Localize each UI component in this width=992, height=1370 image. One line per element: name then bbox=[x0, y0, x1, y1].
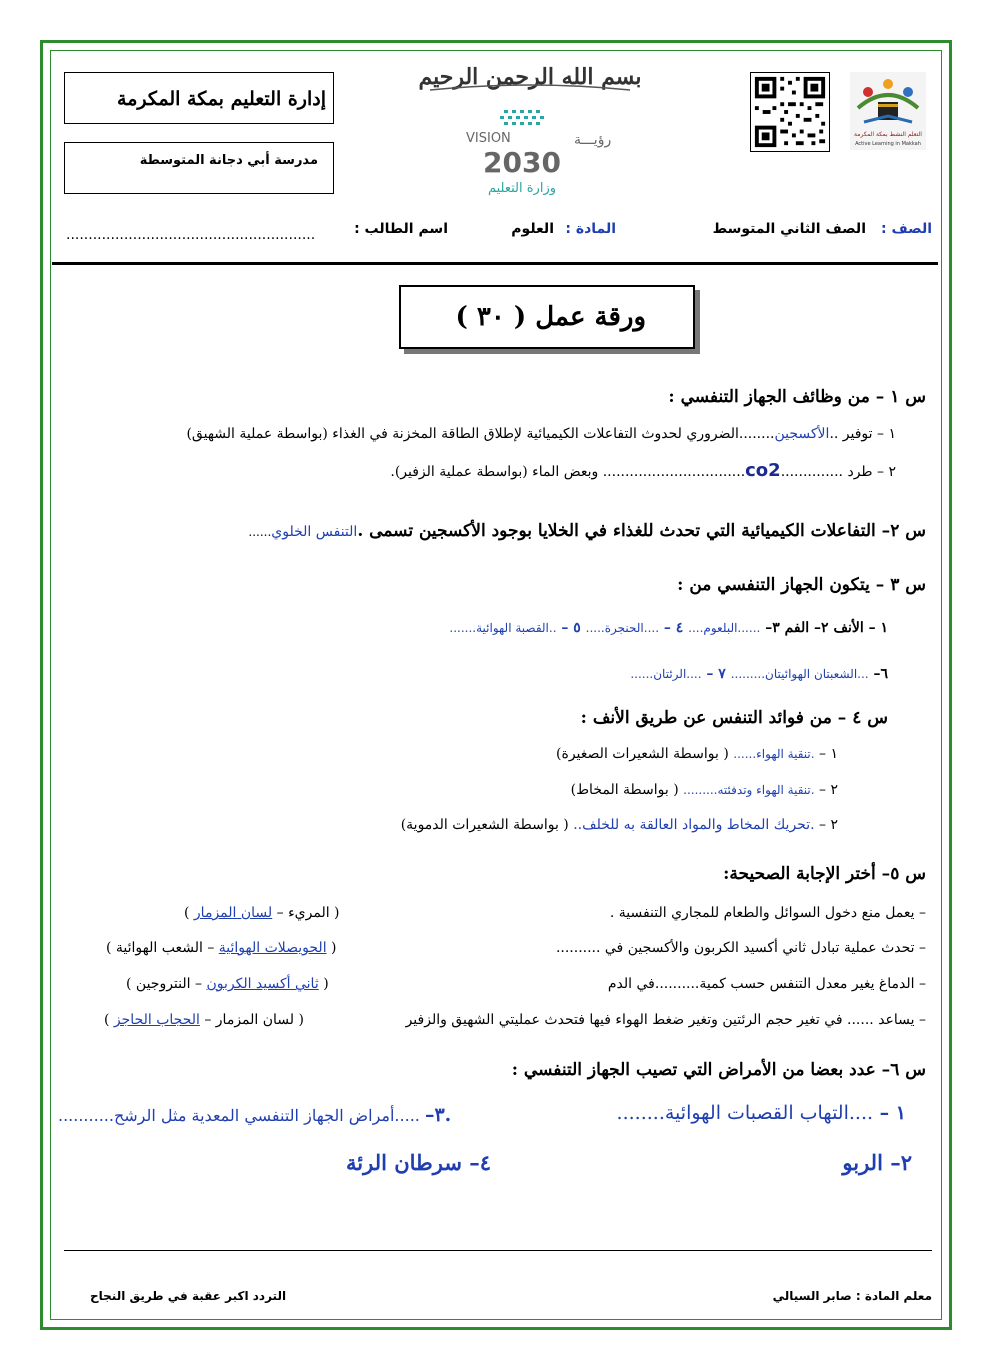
logo-caption-en: Active Learning in Makkah bbox=[855, 141, 921, 147]
q3-question: س ٣ – يتكون الجهاز التنفسي من : bbox=[677, 575, 926, 595]
q4-question: س ٤ – من فوائد التنفس عن طريق الأنف : bbox=[580, 708, 888, 728]
q1-line1 bbox=[186, 426, 896, 442]
grade-label: الصف : bbox=[881, 221, 932, 237]
q5-row3-statement: – الدماغ يغير معدل التنفس حسب كمية..........في الدم bbox=[607, 976, 926, 992]
q6-disease3 bbox=[58, 1104, 451, 1126]
q3-answer-trachea[interactable]: ..القصبة الهوائية....... bbox=[449, 621, 557, 635]
q5-r4-opt-c: ) bbox=[104, 1012, 110, 1028]
q2-question bbox=[248, 521, 926, 541]
subject-value: العلوم bbox=[511, 221, 554, 237]
q4-item1-answer[interactable]: .تنقية الهواء...... bbox=[733, 747, 815, 761]
q6-d3-num: .٣– bbox=[424, 1104, 452, 1126]
q6-d1-text[interactable]: ....التهاب القصبات الهوائية........ bbox=[616, 1102, 874, 1124]
q5-r1-opt-a[interactable]: ( المريء – bbox=[276, 905, 340, 921]
q5-r1-correct[interactable]: لسان المزمار bbox=[193, 905, 273, 921]
q4-item3-answer[interactable]: .تحريك المخاط والمواد العالقة به للخلف.. bbox=[573, 817, 815, 833]
q3-l1-a: ١ – الأنف ٢– الفم ٣– bbox=[765, 620, 888, 636]
q5-row3-options bbox=[126, 976, 329, 992]
q5-r2-opt-c[interactable]: – الشعب الهوائية ) bbox=[106, 940, 215, 956]
q5-row2-options bbox=[106, 940, 337, 956]
q4-item2-answer[interactable]: .تنقية الهواء وتدفئته......... bbox=[683, 783, 815, 797]
q5-r4-opt-a[interactable]: ( لسان المزمار – bbox=[204, 1012, 304, 1028]
basmala-calligraphy bbox=[420, 60, 640, 94]
q5-r3-opt-c[interactable]: – النتروجين ) bbox=[126, 976, 202, 992]
q1-line1-pre: ١ – توفير .. bbox=[829, 426, 896, 442]
qr-code[interactable] bbox=[750, 72, 830, 152]
ministry-name: وزارة التعليم bbox=[487, 181, 557, 196]
q1-line2-pre: ٢ – طرد .............. bbox=[780, 464, 896, 480]
q6-disease1 bbox=[617, 1102, 906, 1124]
q4-item1 bbox=[556, 746, 838, 762]
grade-value: الصف الثاني المتوسط bbox=[712, 221, 866, 237]
q6-d1-num: ١ – bbox=[879, 1102, 906, 1124]
q3-line1 bbox=[449, 620, 888, 636]
q5-r4-correct[interactable]: الحجاب الحاجز bbox=[113, 1012, 200, 1028]
q5-row1-options bbox=[184, 905, 340, 921]
q2-answer[interactable]: التنفس الخلوي bbox=[271, 524, 358, 540]
q6-disease4[interactable]: ٤– سرطان الرئة bbox=[346, 1150, 492, 1175]
q5-r2-opt-a: ( bbox=[331, 940, 337, 956]
q4-item3-num: ٢ – bbox=[819, 817, 838, 833]
q6-question: س ٦– عدد بعضا من الأمراض التي تصيب الجهاز التنفسي : bbox=[511, 1060, 926, 1080]
q5-question: س ٥– أختر الإجابة الصحيحة: bbox=[723, 864, 926, 884]
q4-item2 bbox=[571, 782, 838, 798]
q3-l2-c: ٧ – bbox=[706, 666, 726, 682]
q3-answer-lungs[interactable]: ....الرئتان...... bbox=[630, 667, 702, 681]
q1-line2 bbox=[390, 460, 896, 481]
logo-caption: التعلم النشط بمكة المكرمة bbox=[854, 131, 922, 138]
q3-answer-larynx[interactable]: ....الحنجرة..... bbox=[585, 621, 660, 635]
q5-row4-statement: – يساعد ...... في تغير حجم الرئتين وتغير ضغط الهواء فيها فتحدث عمليتي الشهيق والزفير bbox=[405, 1012, 926, 1028]
q1-line1-post: ........الضروري لحدوث التفاعلات الكيميائية لإطلاق الطاقة المخزنة في الغذاء (بواسطة عملية الشهيق) bbox=[186, 426, 775, 442]
header-divider bbox=[52, 262, 938, 265]
q4-item1-note: ( بواسطة الشعيرات الصغيرة) bbox=[556, 746, 729, 762]
q4-item2-note: ( بواسطة المخاط) bbox=[570, 782, 679, 798]
q5-r1-opt-c: ) bbox=[184, 905, 190, 921]
q6-disease2[interactable]: ٢– الربو bbox=[842, 1150, 912, 1175]
q3-answer-pharynx[interactable]: ......البلعوم.... bbox=[688, 621, 761, 635]
q5-row2-statement: – تحدث عملية تبادل ثاني أكسيد الكربون والأكسجين في .......... bbox=[555, 940, 926, 956]
q1-question: س ١ – من وظائف الجهاز التنفسي : bbox=[668, 387, 926, 407]
q5-r3-correct[interactable]: ثاني أكسيد الكربون bbox=[206, 976, 319, 992]
school-name: مدرسة أبي دجانة المتوسطة bbox=[139, 153, 318, 168]
q1-answer2[interactable]: co2 bbox=[745, 460, 781, 481]
q3-l1-e: ٥ – bbox=[561, 620, 581, 636]
q4-item2-num: ٢ – bbox=[819, 782, 838, 798]
q5-row4-options bbox=[104, 1012, 304, 1028]
directorate-name: إدارة التعليم بمكة المكرمة bbox=[117, 88, 326, 110]
basmala-text: بسم الله الرحمن الرحيم bbox=[418, 64, 642, 90]
q4-item3-note: ( بواسطة الشعيرات الدموية) bbox=[400, 817, 569, 833]
q2-dots: ...... bbox=[248, 525, 272, 539]
q4-item3 bbox=[401, 817, 838, 833]
vision-arabic: رؤيـــة bbox=[574, 132, 612, 148]
q6-d3-text[interactable]: .....أمراض الجهاز التنفسي المعدية مثل الرشح........... bbox=[58, 1106, 420, 1125]
q4-item1-num: ١ – bbox=[819, 746, 838, 762]
student-name-label: اسم الطالب : bbox=[354, 221, 448, 237]
footer-divider bbox=[64, 1250, 932, 1251]
vision-2030-logo bbox=[462, 108, 612, 196]
vision-year: 2030 bbox=[483, 146, 561, 179]
q5-r3-opt-a: ( bbox=[323, 976, 329, 992]
subject-label: المادة : bbox=[565, 221, 616, 237]
student-name-field[interactable]: ........................................................ bbox=[66, 227, 316, 243]
q3-l2-a: ٦– bbox=[873, 666, 888, 682]
footer-motto: التردد اكبر عقبة في طريق النجاح bbox=[90, 1289, 287, 1303]
q1-answer1[interactable]: الأكسجين bbox=[774, 426, 830, 442]
vision-word: VISION bbox=[466, 131, 511, 146]
q5-row1-statement: – يعمل منع دخول السوائل والطعام للمجاري التنفسية . bbox=[609, 905, 926, 921]
worksheet-title: ورقة عمل ( ٣٠ ) bbox=[455, 302, 646, 332]
q3-l1-c: ٤ – bbox=[663, 620, 684, 636]
q3-answer-bronchi[interactable]: ...الشعبتان الهوائيتان......... bbox=[730, 667, 869, 681]
q5-r2-correct[interactable]: الحويصلات الهوائية bbox=[218, 940, 327, 956]
school-box bbox=[64, 142, 334, 194]
q2-text: س ٢– التفاعلات الكيميائية التي تحدث للغذاء في الخلايا بوجود الأكسجين تسمى . bbox=[357, 521, 926, 541]
q1-line2-post: ................................ وبعض الماء (بواسطة عملية الزفير). bbox=[390, 464, 746, 480]
q3-line2 bbox=[630, 666, 888, 682]
teacher-name: معلم المادة : صابر السيالي bbox=[772, 1289, 932, 1303]
active-learning-logo bbox=[850, 72, 926, 150]
